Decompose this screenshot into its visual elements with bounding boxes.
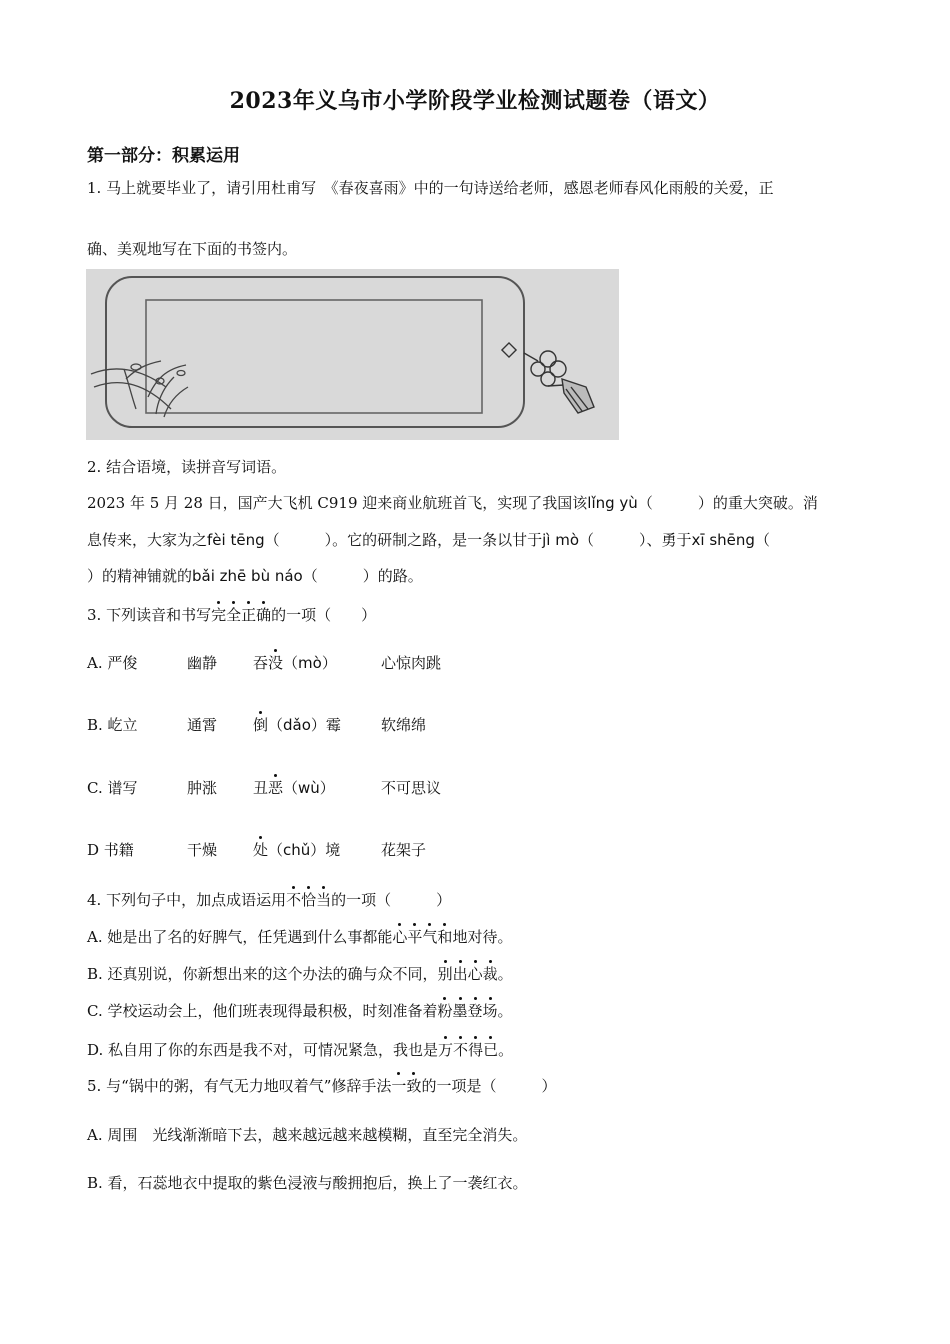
option-word: 花架子 [381,841,427,859]
dotted-char: 倒 [253,716,269,734]
q1-line2: 确、美观地写在下面的书签内。 [87,240,298,258]
q4-stem-text: 的一项（ ） [331,891,452,909]
dotted-char: 场 [482,1002,498,1020]
dotted-char: 万 [438,1041,454,1059]
q2-text: （ ）的路。 [302,567,423,585]
q2-stem: 2. 结合语境，读拼音写词语。 [87,458,287,476]
q3-option-c [87,777,441,799]
option-pinyin: （wù） [283,779,335,797]
q4-stem-text: 4. 下列句子中，加点成语运用 [87,891,287,909]
q3-stem-text: 的一项（ ） [271,606,377,624]
dotted-char: 一 [391,1077,407,1095]
q5-stem-text: 5. 与“锅中的粥，有气无力地叹着气”修辞手法 [87,1077,392,1095]
section-heading: 第一部分：积累运用 [87,146,240,166]
q3-option-a [87,652,441,674]
dotted-char: 心 [467,965,483,983]
dotted-char: 出 [452,965,468,983]
option-label: B. 屹立 [87,716,138,734]
dotted-char: 和 [437,928,453,946]
dotted-char: 没 [268,654,284,672]
bookmark-image [86,269,619,440]
dotted-char: 不 [286,891,302,909]
option-text: A. 她是出了名的好脾气，任凭遇到什么事都能 [87,928,393,946]
dotted-char: 完 [211,606,227,624]
option-word: 幽静 [187,654,218,672]
pinyin-feiteng: fèi tēng [207,531,265,549]
q4-stem [87,889,451,911]
dotted-char: 得 [468,1041,484,1059]
dotted-char: 裁 [482,965,498,983]
dotted-char: 恶 [268,779,284,797]
bookmark-illustration [86,269,619,440]
q2-text: 2023 年 5 月 28 日，国产大飞机 C919 迎来商业航班首飞，实现了我国该 [87,494,588,512]
q4-option-d [87,1039,513,1061]
dotted-char: 心 [392,928,408,946]
option-text: 。 [497,965,513,983]
dotted-char: 粉 [437,1002,453,1020]
dotted-char: 墨 [452,1002,468,1020]
dotted-char: 正 [241,606,257,624]
option-label: C. 谱写 [87,779,138,797]
q2-text: （ [754,531,770,549]
q2-line2 [87,529,770,551]
q2-text: （ ）、勇于 [579,531,692,549]
option-pinyin: （mò） [283,654,337,672]
option-word: 通霄 [187,716,218,734]
dotted-char: 别 [437,965,453,983]
pinyin-jimo: jì mò [542,531,580,549]
q3-option-d [87,839,426,861]
q2-blank-text: （ ）的重大突破。消 [637,494,818,512]
option-pinyin: （dǎo）霉 [268,716,341,734]
option-word: 吞 [253,654,269,672]
dotted-char: 全 [226,606,242,624]
option-word: 肿涨 [187,779,218,797]
q4-option-a [87,926,512,948]
option-label: D 书籍 [87,841,134,859]
q2-text: 息传来，大家为之 [87,531,208,549]
q2-line3 [87,565,423,587]
dotted-char: 恰 [301,891,317,909]
q2-text: （ ）。它的研制之路，是一条以甘于 [264,531,543,549]
q3-stem-text: 3. 下列读音和书写 [87,606,212,624]
option-text: 地对待。 [452,928,513,946]
q1-line1: 1. 马上就要毕业了，请引用杜甫写 《春夜喜雨》中的一句诗送给老师，感恩老师春风化雨般的关爱，正 [87,179,774,197]
option-text: C. 学校运动会上，他们班表现得最积极，时刻准备着 [87,1002,438,1020]
dotted-char: 气 [422,928,438,946]
dotted-char: 处 [253,841,269,859]
q2-text: ）的精神铺就的 [87,567,193,585]
page-title: 2023年义乌市小学阶段学业检测试题卷（语文） [229,88,721,114]
pinyin-baizhebunao: bǎi zhē bù náo [192,567,303,585]
option-word: 不可思议 [381,779,442,797]
q4-option-b [87,963,513,985]
option-text: 。 [498,1041,514,1059]
option-text: D. 私自用了你的东西是我不对，可情况紧急，我也是 [87,1041,439,1059]
dotted-char: 平 [407,928,423,946]
dotted-char: 致 [406,1077,422,1095]
dotted-char: 当 [316,891,332,909]
option-word: 心惊肉跳 [381,654,442,672]
option-text: 。 [497,1002,513,1020]
q3-stem [87,604,376,626]
pinyin-lingyu: lǐng yù [587,494,638,512]
option-word: 软绵绵 [381,716,427,734]
q5-option-b: B. 看，石蕊地衣中提取的紫色浸液与酸拥抱后，换上了一袭红衣。 [87,1174,528,1192]
option-word: 丑 [253,779,269,797]
dotted-char: 登 [467,1002,483,1020]
option-label: A. 严俊 [87,654,138,672]
q3-option-b [87,714,426,736]
q5-stem [87,1075,556,1097]
pinyin-xisheng: xī shēng [691,531,755,549]
q4-option-c [87,1000,513,1022]
option-word: 干燥 [187,841,218,859]
dotted-char: 确 [256,606,272,624]
q2-line1 [87,492,818,514]
dotted-char: 已 [483,1041,499,1059]
q5-stem-text: 的一项是（ ） [421,1077,557,1095]
option-pinyin: （chǔ）境 [268,841,341,859]
dotted-char: 不 [453,1041,469,1059]
q5-option-a: A. 周围 光线渐渐暗下去，越来越远越来越模糊，直至完全消失。 [87,1126,528,1144]
option-text: B. 还真别说，你新想出来的这个办法的确与众不同， [87,965,438,983]
